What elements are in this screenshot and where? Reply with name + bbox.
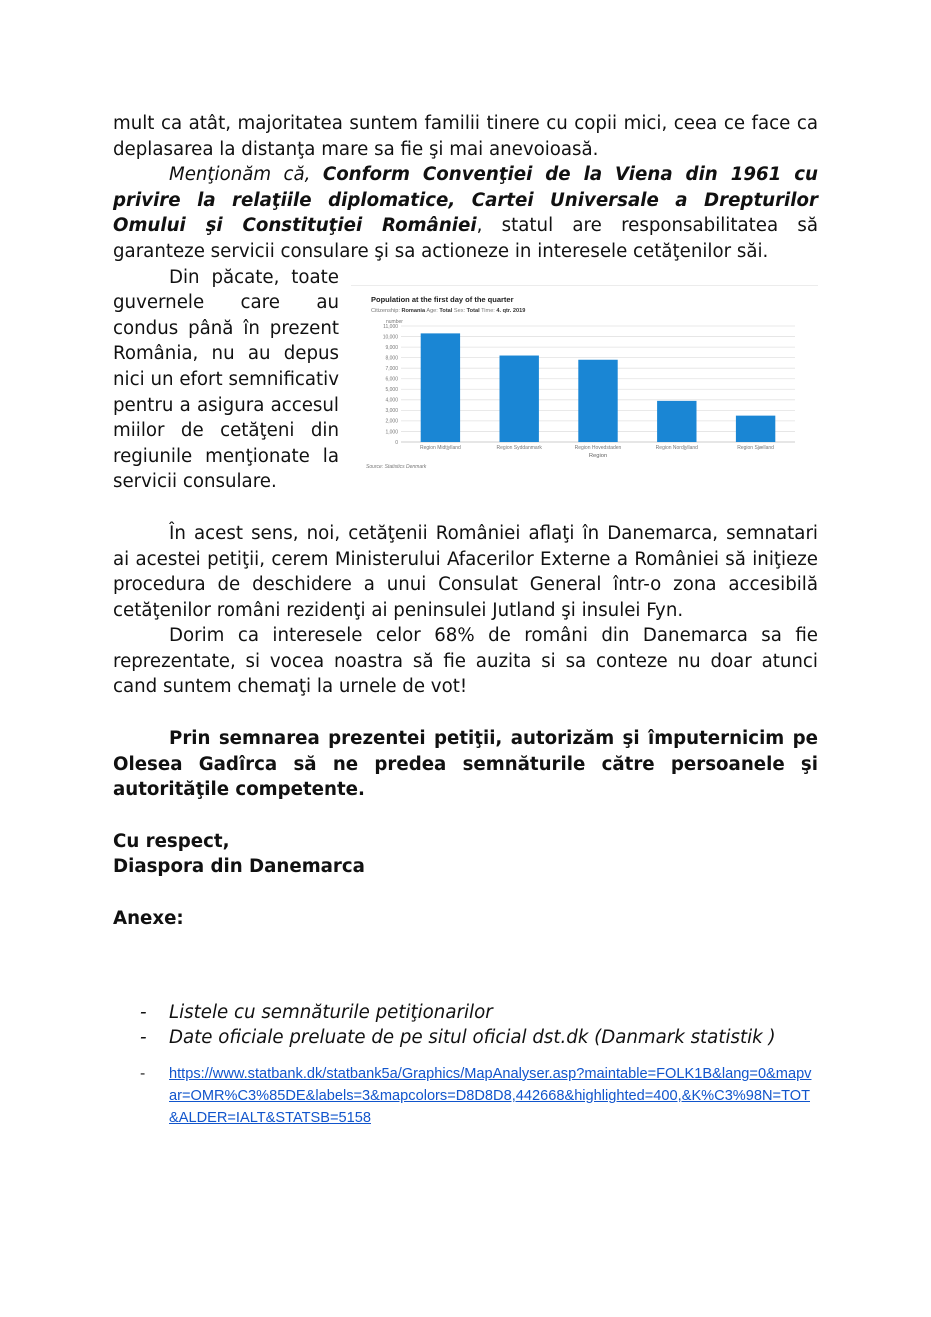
chart-bar	[578, 359, 617, 441]
chart-xtick-label: Region Syddanmark	[496, 444, 542, 451]
annex-dash: -	[140, 1027, 147, 1049]
chart-ytick-label: 11,000	[383, 323, 398, 330]
chart-bar	[657, 400, 696, 441]
chart-xlabel: Region	[588, 452, 608, 459]
paragraph-1: mult ca atât, majoritatea suntem familii tinere cu copii mici, ceea ce face ca deplasarea la distanţa mare sa fie şi mai anevoioasă.	[113, 113, 818, 160]
annex-title: Anexe:	[113, 908, 184, 930]
population-chart	[351, 285, 818, 482]
chart-bar	[421, 333, 460, 442]
annex-item-text: Listele cu semnăturile petiţionarilor	[169, 1001, 493, 1023]
chart-ytick-label: 9,000	[385, 344, 398, 351]
chart-ytick-label: 4,000	[385, 397, 398, 404]
chart-subtitle: Citizenship: Romania Age: Total Sex: Total Time: 4. qtr. 2019	[371, 307, 526, 314]
annex-item	[113, 1025, 818, 1051]
chart-ytick-label: 7,000	[385, 365, 398, 372]
chart-xtick-label: Region Sjælland	[737, 444, 774, 451]
paragraph-2-lead: Menţionăm că,	[169, 164, 323, 186]
chart-ytick-label: 5,000	[385, 386, 398, 393]
annex-dash: -	[140, 1064, 146, 1082]
chart-ytick-label: 1,000	[385, 428, 398, 435]
document-page	[113, 111, 818, 1129]
chart-xtick-label: Region Hovedstaden	[574, 444, 622, 451]
paragraph-6: Prin semnarea prezentei petiţii, autorizăm şi împuternicim pe Olesea Gadîrca să ne predea semnăturile către persoanele şi autorităţile competente.	[113, 728, 818, 801]
statbank-link[interactable]: https://www.statbank.dk/statbank5a/Graphics/MapAnalyser.asp?maintable=FOLK1B&lang=0&mapvar=OMR%C3%85DE&labels=3&mapcolors=D8D8D8,442668&highlighted=400,&K%C3%98N=TOT&ALDER=IALT&STATSB=5158	[169, 1065, 812, 1126]
paragraph-2-rest: , statul are responsabilitatea să garanteze servicii consulare şi sa actioneze in interesele cetăţenilor săi.	[113, 215, 818, 262]
chart-ytick-label: 10,000	[382, 333, 398, 340]
chart-ylabel: number	[386, 318, 403, 325]
annex-link-item	[113, 1063, 818, 1129]
chart-xtick-label: Region Nordjylland	[655, 444, 698, 451]
chart-ytick-label: 6,000	[385, 376, 398, 383]
paragraph-5: Dorim ca interesele celor 68% de români din Danemarca sa fie reprezentate, si vocea noastra să fie auzita si sa conteze nu doar atunci cand suntem chemaţi la urnele de vot!	[113, 625, 818, 698]
chart-xtick-label: Region Midtjylland	[419, 444, 461, 451]
paragraph-3: Din păcate, toate guvernele care au condus până în prezent România, nu au depus nici un efort semnificativ pentru a asigura accesul miilor de cetăţeni din regiunile menţionate la servicii consulare.	[113, 266, 339, 493]
closing-signature: Diaspora din Danemarca	[113, 856, 365, 878]
population-chart-svg	[351, 286, 818, 482]
chart-ytick-label: 8,000	[385, 354, 398, 361]
chart-source: Source: Statistics Denmark	[366, 463, 427, 470]
chart-bar	[736, 415, 775, 441]
closing-greeting: Cu respect,	[113, 830, 230, 852]
annex-list	[113, 1000, 818, 1129]
paragraph-4: În acest sens, noi, cetăţenii României aflaţi în Danemarca, semnatari ai acestei petiţii, cerem Ministerului Afacerilor Externe a României să iniţieze procedura de deschidere a unui Consulat General într-o zona accesibilă cetăţenilor români rezidenţi ai peninsulei Jutland şi insulei Fyn.	[113, 522, 818, 621]
chart-ytick-label: 3,000	[385, 407, 398, 414]
annex-item-text: Date oficiale preluate de pe situl oficial dst.dk (Danmark statistik )	[169, 1027, 776, 1049]
chart-title: Population at the first day of the quarter	[371, 294, 514, 304]
annex-dash: -	[140, 1001, 147, 1023]
paragraph-2	[113, 162, 818, 264]
annex-item	[113, 1000, 818, 1026]
chart-bar	[500, 355, 539, 441]
chart-ytick-label: 2,000	[385, 418, 398, 425]
paragraph-2-bold: Conform Convenţiei de la Viena din 1961 cu privire la relaţiile diplomatice, Cartei Universale a Drepturilor Omului şi Constituţiei României	[113, 164, 818, 237]
chart-ytick-label: 0	[395, 439, 398, 446]
